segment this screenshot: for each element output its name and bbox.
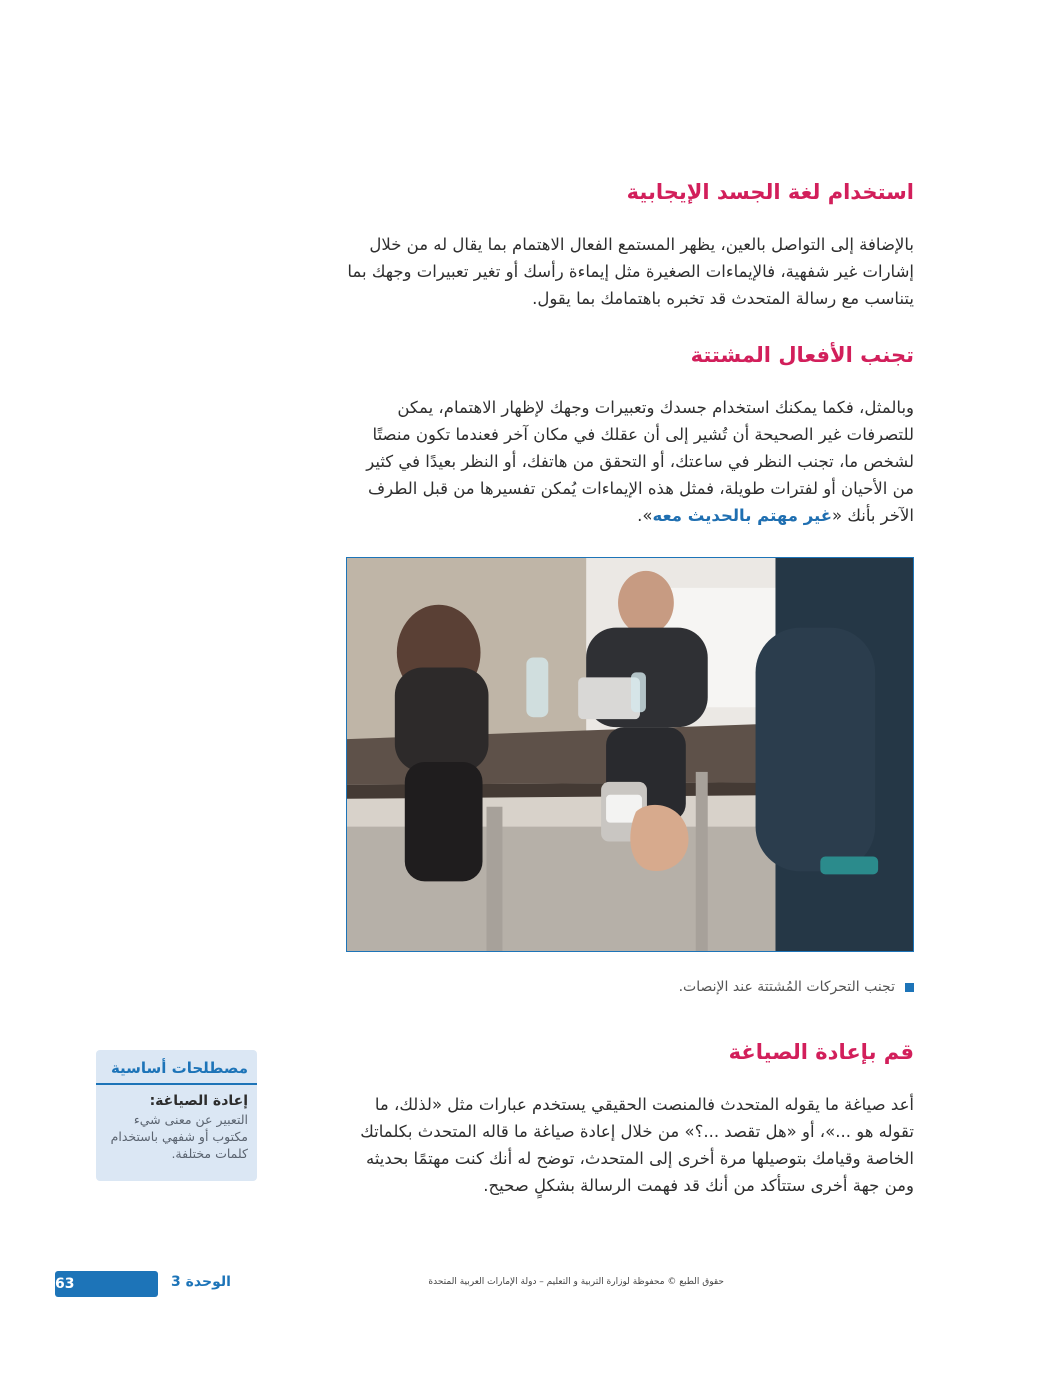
glossary-term: إعادة الصياغة:: [149, 1093, 248, 1109]
avoid-distractions-paragraph: [344, 394, 914, 529]
avoid-distractions-text-end: ».: [637, 506, 653, 526]
glossary-definition: التعبير عن معنى شيء مكتوب أو شفهي باستخدام كلمات مختلفة.: [110, 1112, 248, 1161]
avoid-distractions-text-start: وبالمثل، فكما يمكنك استخدام جسدك وتعبيرات وجهك لإظهار الاهتمام، يمكن للتصرفات غير الصحيحة أن تُشير إلى أن عقلك في مكان آخر فعندما تكون منصتًا لشخص ما، تجنب النظر في ساعتك، أو التحقق من هاتفك، أو النظر بعيدًا في كثير من الأحيان أو لفترات طويلة، فمثل هذه الإيماءات يُمكن تفسيرها من قبل الطرف الآخر بأنك «: [366, 398, 914, 526]
caption-bullet-icon: [905, 983, 914, 992]
paraphrase-paragraph: أعد صياغة ما يقوله المتحدث فالمنصت الحقيقي يستخدم عبارات مثل «لذلك، ما تقوله هو ...»، أو «هل تقصد ...؟» من خلال إعادة صياغة ما قاله المتحدث بكلماتك الخاصة وقيامك بتوصيلها مرة أخرى إلى المتحدث، توضح له أنك كنت مهتمًا بحديثه ومن جهة أخرى ستتأكد من أنك قد فهمت الرسالة بشكلٍ صحيح.: [360, 1095, 914, 1196]
unit-label: الوحدة 3: [171, 1274, 231, 1290]
body-language-paragraph: بالإضافة إلى التواصل بالعين، يظهر المستمع الفعال الاهتمام بما يقال له من خلال إشارات غير شفهية، فالإيماءات الصغيرة مثل إيماءة رأسك أو تغير تعبيرات وجهك بما يتناسب مع رسالة المتحدث قد تخبره باهتمامك بما يقول.: [347, 235, 914, 309]
photo-caption-row: [344, 979, 914, 995]
glossary-box: [96, 1050, 257, 1181]
photo-illustration: [347, 558, 913, 951]
glossary-title: مصطلحات أساسية: [96, 1050, 257, 1085]
body-language-heading: استخدام لغة الجسد الإيجابية: [626, 180, 914, 204]
avoid-distractions-section: [344, 341, 914, 529]
page-number: 63: [55, 1276, 75, 1292]
photo-caption: تجنب التحركات المُشتتة عند الإنصات.: [678, 979, 895, 995]
meeting-photo: [346, 557, 914, 952]
paraphrase-section: [344, 1038, 914, 1199]
avoid-distractions-emphasis: غير مهتم بالحديث معه: [652, 506, 832, 526]
avoid-distractions-heading: تجنب الأفعال المشتتة: [690, 343, 914, 367]
page-number-tab: [55, 1271, 158, 1297]
body-language-section: [344, 178, 914, 312]
footer-copyright: حقوق الطبع © محفوظة لوزارة التربية و التعليم – دولة الإمارات العربية المتحدة: [428, 1277, 724, 1287]
paraphrase-heading: قم بإعادة الصياغة: [728, 1040, 914, 1064]
